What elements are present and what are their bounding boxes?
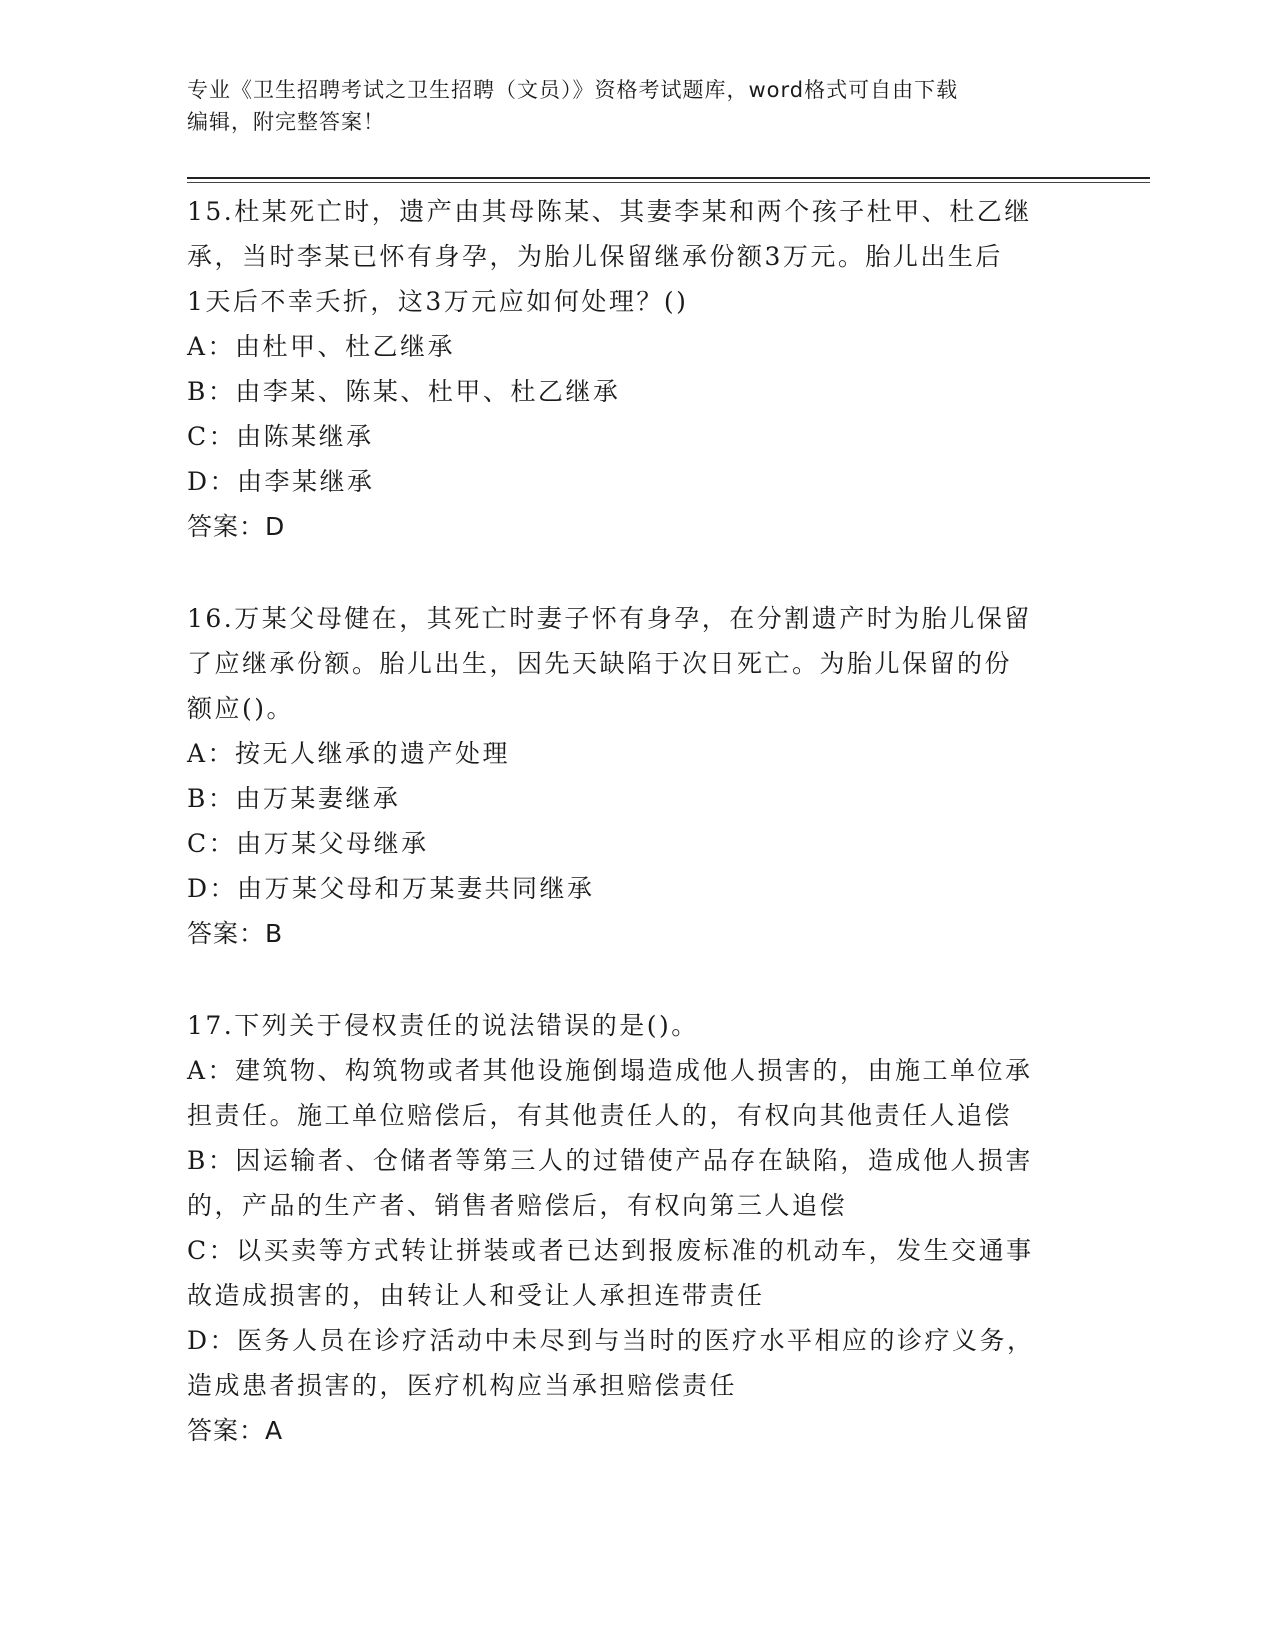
option-c: C：由陈某继承 (187, 422, 374, 451)
question-text-line: 17.下列关于侵权责任的说法错误的是()。 (187, 1011, 699, 1040)
question-list (187, 189, 1087, 1453)
option-d: D：由万某父母和万某妻共同继承 (187, 874, 595, 903)
answer-label: 答案：A (187, 1416, 284, 1445)
option-b: B：由李某、陈某、杜甲、杜乙继承 (187, 377, 621, 406)
option-b-line: 的，产品的生产者、销售者赔偿后，有权向第三人追偿 (187, 1191, 848, 1220)
option-b-line: B：因运输者、仓储者等第三人的过错使产品存在缺陷，造成他人损害 (187, 1146, 1033, 1175)
option-a-line: 担责任。施工单位赔偿后，有其他责任人的，有权向其他责任人追偿 (187, 1101, 1013, 1130)
header-line-2: 编辑，附完整答案！ (187, 110, 385, 134)
question-text-line: 额应()。 (187, 694, 295, 723)
question-spacer (187, 956, 1087, 1003)
answer-label: 答案：D (187, 512, 286, 541)
question-15 (187, 189, 1087, 549)
question-text-line: 16.万某父母健在，其死亡时妻子怀有身孕，在分割遗产时为胎儿保留 (187, 604, 1032, 633)
header-line-1: 专业《卫生招聘考试之卫生招聘（文员）》资格考试题库，word格式可自由下载 (187, 78, 959, 102)
question-text-line: 承，当时李某已怀有身孕，为胎儿保留继承份额3万元。胎儿出生后 (187, 242, 1003, 271)
option-b: B：由万某妻继承 (187, 784, 401, 813)
option-c: C：由万某父母继承 (187, 829, 429, 858)
option-a: A：按无人继承的遗产处理 (187, 739, 511, 768)
document-header (187, 74, 1067, 138)
question-text-line: 1天后不幸夭折，这3万元应如何处理？() (187, 287, 689, 316)
option-d-line: 造成患者损害的，医疗机构应当承担赔偿责任 (187, 1371, 738, 1400)
question-16 (187, 596, 1087, 956)
option-c-line: C：以买卖等方式转让拼装或者已达到报废标准的机动车，发生交通事 (187, 1236, 1034, 1265)
option-c-line: 故造成损害的，由转让人和受让人承担连带责任 (187, 1281, 765, 1310)
question-text-line: 了应继承份额。胎儿出生，因先天缺陷于次日死亡。为胎儿保留的份 (187, 649, 1013, 678)
answer-label: 答案：B (187, 919, 284, 948)
question-text-line: 15.杜某死亡时，遗产由其母陈某、其妻李某和两个孩子杜甲、杜乙继 (187, 197, 1032, 226)
option-a: A：由杜甲、杜乙继承 (187, 332, 456, 361)
option-d-line: D：医务人员在诊疗活动中未尽到与当时的医疗水平相应的诊疗义务， (187, 1326, 1035, 1355)
header-divider-thin (187, 182, 1150, 183)
option-a-line: A：建筑物、构筑物或者其他设施倒塌造成他人损害的，由施工单位承 (187, 1056, 1033, 1085)
option-d: D：由李某继承 (187, 467, 375, 496)
question-17 (187, 1003, 1087, 1453)
question-spacer (187, 549, 1087, 596)
header-divider-thick (187, 177, 1150, 179)
